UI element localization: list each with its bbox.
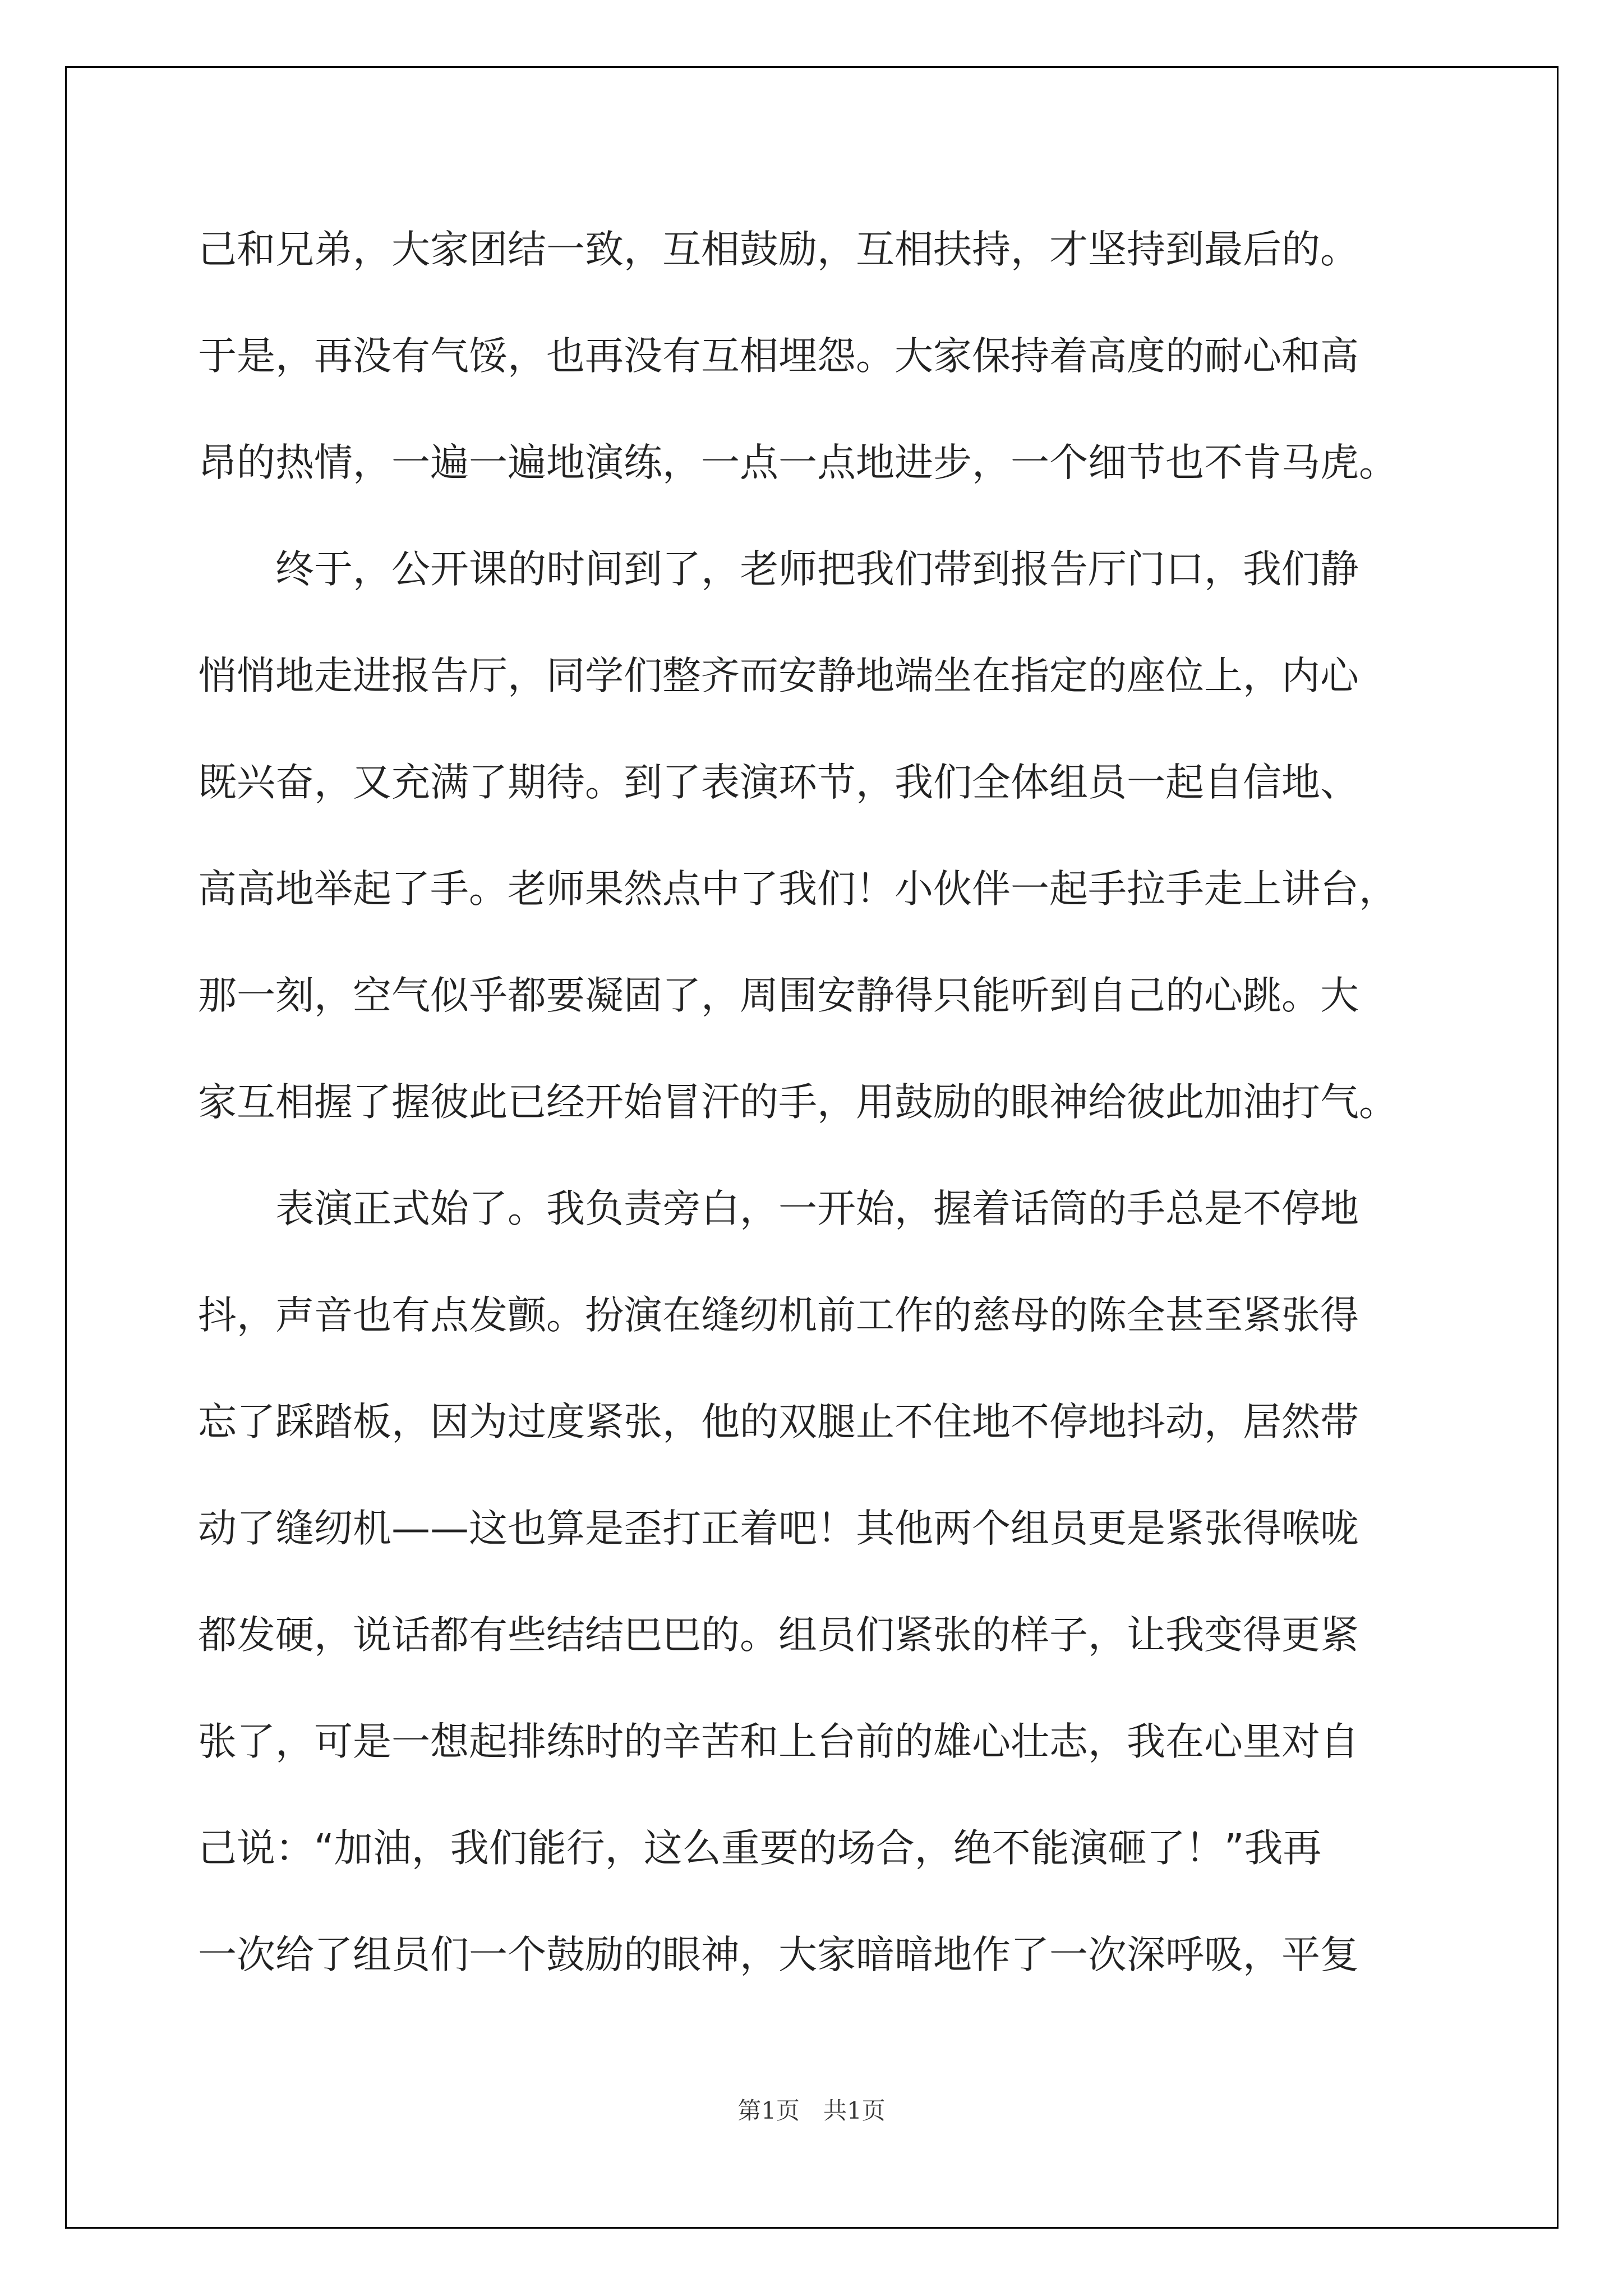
text-line: 都发硬，说话都有些结结巴巴的。组员们紧张的样子，让我变得更紧 <box>198 1613 1359 1658</box>
text-line: 己和兄弟，大家团结一致，互相鼓励，互相扶持，才坚持到最后的。 <box>198 227 1359 272</box>
text-line: 抖，声音也有点发颤。扮演在缝纫机前工作的慈母的陈全甚至紧张得 <box>198 1293 1359 1338</box>
document-body <box>198 196 1432 2008</box>
text-line: 终于，公开课的时间到了，老师把我们带到报告厅门口，我们静 <box>198 547 1359 592</box>
text-line: 高高地举起了手。老师果然点中了我们！小伙伴一起手拉手走上讲台， <box>198 867 1398 912</box>
text-line: 于是，再没有气馁，也再没有互相埋怨。大家保持着高度的耐心和高 <box>198 334 1359 379</box>
text-line: 张了，可是一想起排练时的辛苦和上台前的雄心壮志，我在心里对自 <box>198 1719 1359 1764</box>
text-line: 表演正式始了。我负责旁白，一开始，握着话筒的手总是不停地 <box>198 1186 1359 1231</box>
text-line: 既兴奋，又充满了期待。到了表演环节，我们全体组员一起自信地、 <box>198 760 1359 805</box>
text-line: 己说：“加油，我们能行，这么重要的场合，绝不能演砸了！”我再 <box>198 1826 1322 1871</box>
text-line: 昂的热情，一遍一遍地演练，一点一点地进步，一个细节也不肯马虎。 <box>198 440 1398 485</box>
page-footer <box>0 2092 1623 2126</box>
text-line: 动了缝纫机——这也算是歪打正着吧！其他两个组员更是紧张得喉咙 <box>198 1506 1359 1551</box>
text-line: 忘了踩踏板，因为过度紧张，他的双腿止不住地不停地抖动，居然带 <box>198 1400 1359 1444</box>
text-line: 那一刻，空气似乎都要凝固了，周围安静得只能听到自己的心跳。大 <box>198 973 1359 1018</box>
text-line: 一次给了组员们一个鼓励的眼神，大家暗暗地作了一次深呼吸，平复 <box>198 1932 1359 1977</box>
page-number: 第1页 共1页 <box>737 2097 886 2124</box>
text-line: 悄悄地走进报告厅，同学们整齐而安静地端坐在指定的座位上，内心 <box>198 654 1359 698</box>
text-line: 家互相握了握彼此已经开始冒汗的手，用鼓励的眼神给彼此加油打气。 <box>198 1080 1398 1125</box>
